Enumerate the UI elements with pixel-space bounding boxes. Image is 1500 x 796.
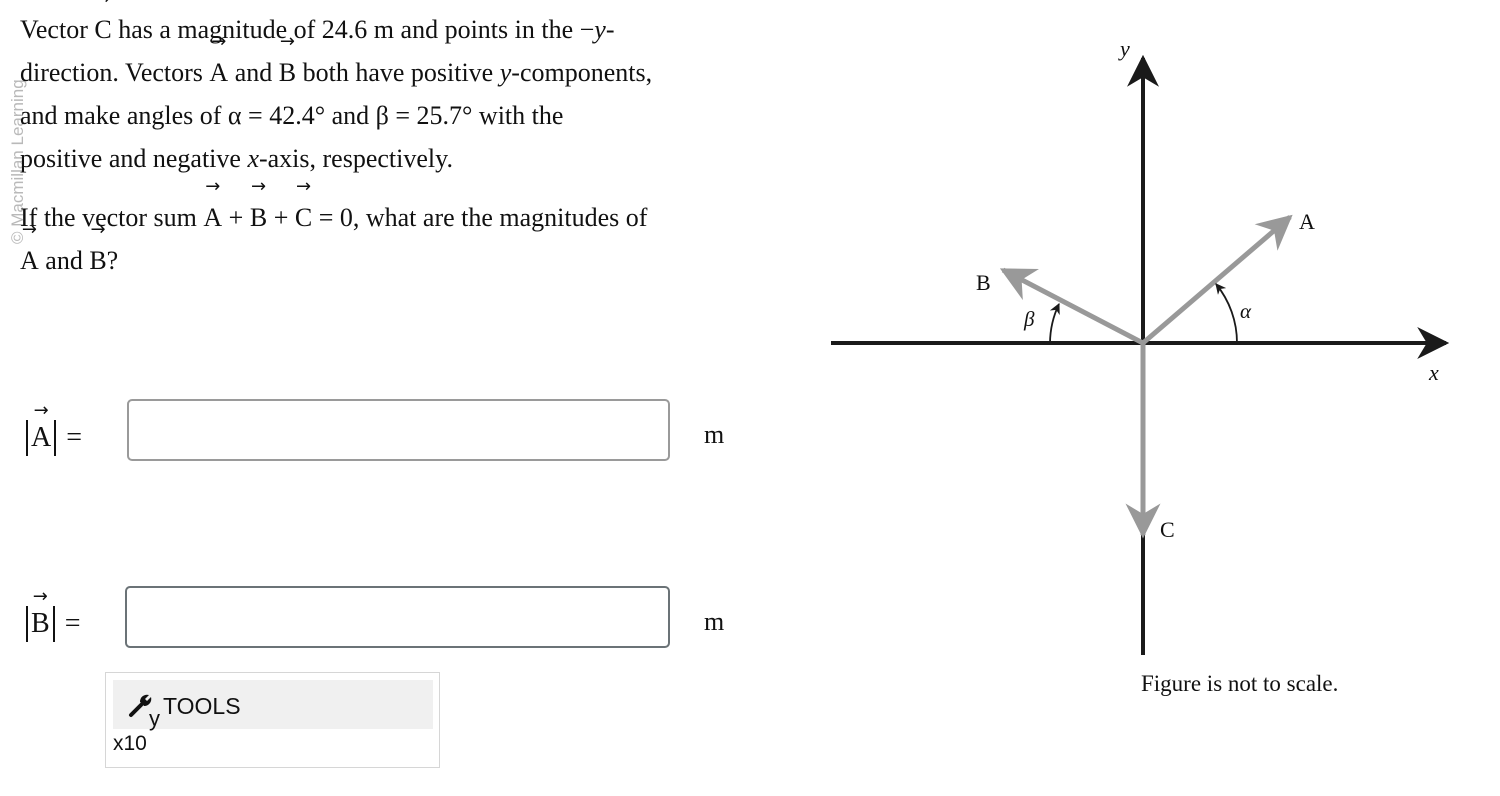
vector-a-symbol: → A — [31, 420, 51, 456]
problem-text: and — [228, 58, 279, 87]
problem-text: ? — [106, 246, 119, 275]
y-axis-label: y — [1120, 36, 1130, 61]
vector-b-symbol: → B — [31, 606, 50, 642]
watermark-text: © Macmillan Learning — [8, 79, 27, 244]
beta-arc — [1050, 304, 1059, 343]
tools-subscript: y — [149, 706, 160, 731]
vector-a-symbol: → A — [209, 51, 228, 94]
beta-label: β — [1024, 307, 1035, 331]
problem-text: + — [222, 203, 250, 232]
vector-c-label: C — [1160, 517, 1175, 542]
problem-text: -axis, respectively. — [258, 144, 453, 173]
x10-label[interactable]: x10 — [113, 732, 147, 755]
problem-text-italic: y — [594, 15, 606, 44]
problem-text: positive and negative — [20, 144, 248, 173]
vector-b-symbol: → B — [89, 239, 106, 282]
problem-text-italic: x — [247, 144, 259, 173]
equals-sign: = — [64, 608, 81, 639]
equals-sign: = — [66, 422, 83, 453]
problem-text: = 0, what are the magnitudes of — [312, 203, 648, 232]
problem-text-italic: y — [499, 58, 512, 87]
answer-b-unit: m — [704, 607, 725, 636]
problem-text: Vector — [20, 15, 95, 44]
vector-b-symbol: → B — [250, 196, 267, 239]
vector-b-symbol: → B — [279, 51, 296, 94]
answer-a-unit: m — [704, 420, 725, 449]
vector-c-symbol: → C — [295, 196, 312, 239]
problem-text: and make angles of α = 42.4° and β = 25.7° with the — [20, 101, 564, 130]
x-axis-label: x — [1429, 360, 1439, 385]
problem-text: If the vector sum — [20, 203, 204, 232]
problem-text: has a magnitude of 24.6 m and points in the − — [111, 15, 595, 44]
vector-a-label: A — [1299, 209, 1315, 234]
vector-a-symbol: → A — [203, 196, 222, 239]
vector-a-arrow — [1143, 217, 1290, 343]
tools-label: TOOLS — [163, 693, 241, 719]
problem-text: + — [267, 203, 295, 232]
alpha-label: α — [1240, 299, 1252, 323]
vector-c-symbol: → C — [94, 8, 111, 51]
problem-text: both have positive — [296, 58, 500, 87]
problem-text: and — [38, 246, 90, 275]
problem-text: - — [605, 15, 615, 44]
figure-caption: Figure is not to scale. — [1141, 671, 1339, 696]
problem-text: -components, — [511, 58, 653, 87]
problem-text: direction. Vectors — [20, 58, 210, 87]
alpha-arc — [1216, 284, 1237, 343]
vector-b-label: B — [976, 270, 991, 295]
vector-a-symbol: → A — [20, 239, 39, 282]
